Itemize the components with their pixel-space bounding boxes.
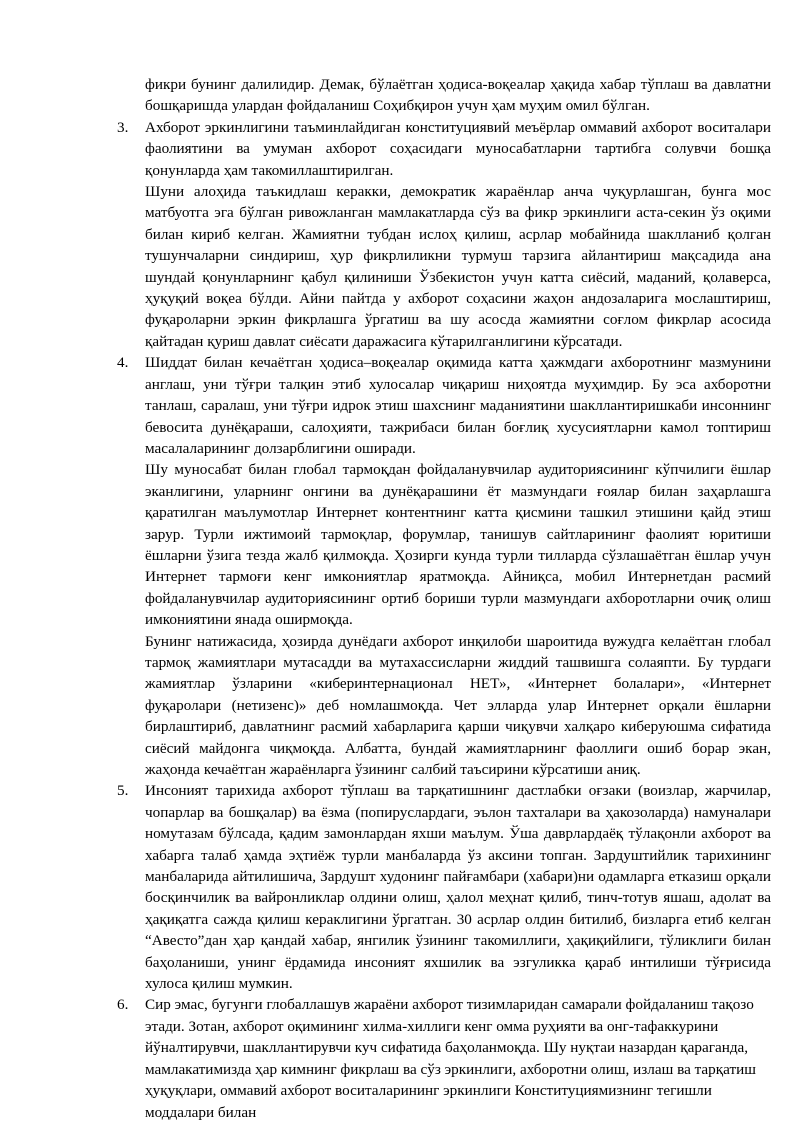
list-item-number: 6. <box>117 996 129 1014</box>
list-item-body <box>145 780 771 994</box>
paragraph: Сир эмас, бугунги глобаллашув жараёни ахборот тизимларидан самарали фойдаланиш тақозо этади. Зотан, ахборот оқимининг хилма-хиллиги кенг омма руҳияти ва онг-тафаккурини йўналтирувчи, шакллантирувчи куч сифатида баҳоланмоқда. Шу нуқтаи назардан қараганда, мамлакатимизда ҳар кимнинг фикрлаш ва сўз эркинлиги, ахборотни олиш, излаш ва тарқатиш ҳуқуқлари, оммавий ахборот воситаларининг эркинлиги Конституциямизнинг тегишли моддалари билан <box>145 996 756 1121</box>
paragraph: Инсоният тарихида ахборот тўплаш ва тарқатишнинг дастлабки оғзаки (воизлар, жарчилар, чопарлар ва бошқалар) ва ёзма (попируслардаги, эълон тахталари ва ҳакозоларда) намуналари номутазам бўлсада, қадим замонлардан яхши маълум. Ўша даврлардаёқ тўлақонли ахборот ва хабарга талаб ҳамда эҳтиёж турли манбаларда ўз аксини топган. Зардуштийлик тарихининг манбаларида айтилишича, Зардушт худонинг пайғамбари (хабари)ни одамларга етказиш орқали босқинчилик ва вайронликлар олдини олиш, ҳалол меҳнат қилиб, тинч-тотув яшаш, адолат ва ҳақиқатга сажда қилиш кераклигини ўргатган. 30 асрлар олдин битилиб, бизларга етиб келган “Авесто”дан ҳар қандай хабар, янгилик ўзининг такомиллиги, ҳақиқийлиги, тўликлиги билан баҳоланиши, унинг ёрдамида инсоният яхшилик ва эзгуликка қараб интилиши тўғрисида хулоса қилиш мумкин. <box>145 782 771 993</box>
continuation-paragraph: фикри бунинг далилидир. Демак, бўлаётган ҳодиса-воқеалар ҳақида хабар тўплаш ва давлатни бошқаришда улардан фойдаланиш Соҳибқирон учун ҳам муҳим омил бўлган. <box>145 76 771 115</box>
paragraph: Шиддат билан кечаётган ҳодиса–воқеалар оқимида катта ҳажмдаги ахборотнинг мазмунини англаш, уни тўғри талқин этиб хулосалар чиқариш ниҳоятда муҳимдир. Бу эса ахборотни танлаш, саралаш, уни тўғри идрок этиш шахснинг маданиятини шакллантиришкаби инсоннинг бевосита дунёқараши, салоҳияти, тажрибаси билан боғлиқ хусусиятларни камол топтириш масалаларининг долзарблигини оширади. <box>145 354 771 457</box>
document-body <box>117 74 771 1123</box>
paragraph: Ахборот эркинлигини таъминлайдиган конституциявий меъёрлар оммавий ахборот воситалари фаолиятини ва умуман ахборот соҳасидаги муносабатларни тартибга солувчи бошқа қонунларда ҳам такомиллаштирилган. <box>145 118 771 179</box>
list-item-number: 4. <box>117 354 129 372</box>
list-item-number: 5. <box>117 782 129 800</box>
paragraph: Шуни алоҳида таъкидлаш керакки, демократик жараёнлар анча чуқурлашган, бунга мос матбуотга эга бўлган ривожланган мамлакатларда сўз ва фикр эркинлиги аста-секин ўз оқими билан кириб келган. Жамиятни тубдан ислоҳ қилиш, асрлар мобайнида шаклланиб қолган тушунчаларни синдириш, ҳур фикрлиликни турмуш тарзига айлантириш мақсадида ана шундай қонунларнинг қабул қилиниши Ўзбекистон учун катта сиёсий, маданий, қолаверса, ҳуқуқий воқеа бўлди. Айни пайтда у ахборот соҳасини жаҳон андозаларига мослаштириш, фуқароларни эркин фикрлашга ўргатиш ва шу асосда жамиятни соғлом фикрлар асосида қайтадан қуриш давлат сиёсати даражасига кўтарилганлигини кўрсатади. <box>145 183 771 350</box>
list-item <box>117 117 771 352</box>
list-item-number: 3. <box>117 118 129 136</box>
list-item <box>117 994 771 1122</box>
list-item-body <box>145 994 771 1122</box>
paragraph: Шу муносабат билан глобал тармоқдан фойдаланувчилар аудиториясининг кўпчилиги ёшлар эканлигини, уларнинг онгини ва дунёқарашини ёт мазмундаги ғоялар билан заҳарлашга қаратилган маълумотлар Интернет контентнинг катта қисмини ташкил этишини қайд этиш зарур. Турли ижтимоий тармоқлар, форумлар, танишув сайтларининг фаолият юритиши ёшларни ўзига тезда жалб қилмоқда. Ҳозирги кунда турли тилларда сўзлашаётган ёшлар учун Интернет тармоғи кенг имкониятлар яратмоқда. Айниқса, мобил Интернетдан расмий фойдаланувчилар аудиториясининг ортиб бориши турли мазмундаги ахборотларни очиқ олиш имкониятини янада оширмоқда. <box>145 461 771 629</box>
list-item <box>117 352 771 780</box>
list-item <box>117 780 771 994</box>
list-item-body <box>145 352 771 780</box>
paragraph: Бунинг натижасида, ҳозирда дунёдаги ахборот инқилоби шароитида вужудга келаётган глобал тармоқ жамиятлари мутасадди ва мутахассисларни жиддий ташвишга солаяпти. Бу турдаги жамиятлар ўзларини «киберинтернационал НЕТ», «Интернет болалари», «Интернет фуқаролари (нетизенс)» деб номлашмоқда. Чет элларда улар Интернет орқали ёшларни бирлаштириб, давлатнинг расмий хабарларига қарши чиқувчи халқаро киберуюшма сифатида сиёсий майдонга чиқмоқда. Албатта, бундай жамиятларнинг фаоллиги ошиб борар экан, жаҳонда кечаётган жараёнларга ўзининг салбий таъсирини кўрсатиши аниқ. <box>145 632 771 778</box>
list-item-body <box>145 117 771 352</box>
